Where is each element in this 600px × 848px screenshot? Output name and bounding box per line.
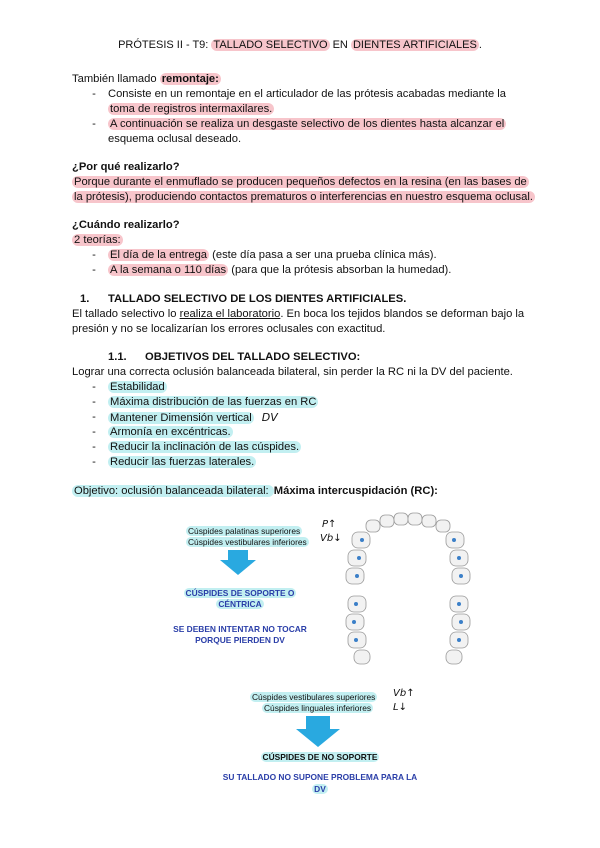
- intro-item-1-b: [108, 102, 274, 117]
- nonsupport-title: [220, 752, 420, 763]
- objective-item-5: [108, 440, 301, 455]
- title-highlight-2: DIENTES ARTIFICIALES: [352, 39, 477, 51]
- objective-item-5-text: Reducir la inclinación de las cúspides.: [110, 441, 300, 453]
- why-line-1: [72, 175, 529, 190]
- intro-item-2-a-text: A continuación se realiza un desgaste selectivo de los dientes hasta alcanzar el: [110, 118, 505, 130]
- section-1-1-number: 1.1.: [108, 351, 127, 363]
- warn-line-2: PORQUE PIERDEN DV: [195, 635, 285, 645]
- nonsupport-line-1: [250, 692, 377, 703]
- when-item-1-rest: (este día pasa a ser una prueba clínica más).: [209, 249, 437, 261]
- objective-item-1: [108, 380, 167, 395]
- support-line-1: [186, 526, 302, 537]
- nonsupport-line-1-text: Cúspides vestibulares superiores: [252, 692, 376, 702]
- objective-bold: Máxima intercuspidación (RC):: [273, 485, 438, 497]
- objective-item-6-text: Reducir las fuerzas laterales.: [110, 456, 255, 468]
- support-box-title-1-text: CÚSPIDES DE SOPORTE O: [185, 588, 295, 598]
- when-sub: [72, 233, 123, 248]
- when-item-2-hl: A la semana o 110 días: [110, 264, 227, 276]
- title-highlight-1: TALLADO SELECTIVO: [213, 39, 328, 51]
- support-box-title-2-text: CÉNTRICA: [218, 599, 262, 609]
- bullet-dash: -: [92, 456, 96, 468]
- objective-item-3: [108, 410, 278, 426]
- section-1-heading: TALLADO SELECTIVO DE LOS DIENTES ARTIFICIALES.: [108, 293, 407, 305]
- nonsupport-line-2: [262, 703, 373, 714]
- objective-label: Objetivo: oclusión balanceada bilateral:: [74, 485, 272, 497]
- section-1-1-heading: OBJETIVOS DEL TALLADO SELECTIVO:: [145, 351, 361, 363]
- support-line-2-text: Cúspides vestibulares inferiores: [188, 537, 307, 547]
- down-arrow-icon: [218, 550, 258, 576]
- support-box-title-1: [170, 588, 310, 599]
- section-1-p1b: . En boca los tejidos blandos se deforman bajo la: [280, 308, 525, 320]
- intro-lead: [72, 72, 221, 87]
- section-1-p1: [72, 307, 524, 322]
- title-prefix: PRÓTESIS II - T9:: [118, 39, 212, 51]
- note-l-down: L↓: [393, 702, 407, 713]
- bullet-dash: -: [92, 249, 96, 261]
- why-line-2-text: la prótesis), produciendo contactos prematuros o interferencias en nuestro esquema oclusal.: [74, 191, 533, 203]
- when-item-2: [108, 263, 451, 278]
- nonsupport-title-text: CÚSPIDES DE NO SOPORTE: [262, 752, 378, 762]
- objective-item-2-text: Máxima distribución de las fuerzas en RC: [110, 396, 317, 408]
- bullet-dash: -: [92, 381, 96, 393]
- when-item-1: [108, 248, 437, 263]
- dental-arch-illustration: [340, 512, 476, 672]
- nonsupport-sub-1: SU TALLADO NO SUPONE PROBLEMA PARA LA: [222, 772, 418, 782]
- objective-item-2: [108, 395, 318, 410]
- support-line-2: [186, 537, 309, 548]
- when-sub-text: 2 teorías:: [74, 234, 121, 246]
- intro-item-1-a: Consiste en un remontaje en el articulador de las prótesis acabadas mediante la: [108, 88, 507, 100]
- bullet-dash: -: [92, 411, 96, 423]
- objective-item-3-text: Mantener Dimensión vertical: [110, 412, 252, 424]
- intro-item-2-b: esquema oclusal deseado.: [108, 133, 242, 145]
- objective-item-6: [108, 455, 256, 470]
- when-item-1-hl: El día de la entrega: [110, 249, 208, 261]
- bullet-dash: -: [92, 264, 96, 276]
- note-vb-up: Vb↑: [393, 688, 415, 699]
- bullet-dash: -: [92, 118, 96, 130]
- why-line-1-text: Porque durante el enmuflado se producen pequeños defectos en la resina (en las bases de: [74, 176, 527, 188]
- bullet-dash: -: [92, 441, 96, 453]
- objective-item-4: [108, 425, 233, 440]
- section-1-p2: presión y no se localizarían los errores oclusales con exactitud.: [72, 323, 386, 335]
- objective-line: [72, 484, 438, 499]
- section-1-1-lead: Lograr una correcta oclusión balanceada bilateral, sin perder la RC ni la DV del paciente.: [72, 366, 513, 378]
- intro-lead-highlight: remontaje:: [161, 73, 219, 85]
- page-title: [0, 38, 600, 53]
- objective-item-1-text: Estabilidad: [110, 381, 165, 393]
- nonsupport-sub-2: [200, 784, 440, 795]
- handwritten-dv-note: DV: [261, 411, 278, 424]
- nonsupport-sub-2-text: DV: [314, 784, 326, 794]
- when-heading: ¿Cuándo realizarlo?: [72, 219, 180, 231]
- bullet-dash: -: [92, 426, 96, 438]
- bullet-dash: -: [92, 396, 96, 408]
- title-dot: .: [478, 39, 482, 51]
- section-1-p1a: El tallado selectivo lo: [72, 308, 180, 320]
- down-arrow-icon: [294, 716, 342, 748]
- note-p-up: P↑: [322, 519, 337, 530]
- support-box-title-2: [170, 599, 310, 610]
- intro-lead-text: También llamado: [72, 73, 160, 85]
- intro-item-2-a: [108, 117, 506, 132]
- bullet-dash: -: [92, 88, 96, 100]
- why-heading: ¿Por qué realizarlo?: [72, 161, 180, 173]
- section-1-number: 1.: [80, 293, 90, 305]
- note-vb-down: Vb↓: [320, 533, 342, 544]
- nonsupport-line-2-text: Cúspides linguales inferiores: [264, 703, 372, 713]
- intro-item-1-b-text: toma de registros intermaxilares.: [110, 103, 273, 115]
- section-1-p1-underline: realiza el laboratorio: [179, 308, 281, 320]
- support-line-1-text: Cúspides palatinas superiores: [188, 526, 301, 536]
- warn-line-1: SE DEBEN INTENTAR NO TOCAR: [173, 624, 307, 634]
- objective-item-4-text: Armonía en excéntricas.: [110, 426, 231, 438]
- title-mid: EN: [329, 39, 351, 51]
- when-item-2-rest: (para que la prótesis absorban la humedad).: [228, 264, 452, 276]
- why-line-2: [72, 190, 535, 205]
